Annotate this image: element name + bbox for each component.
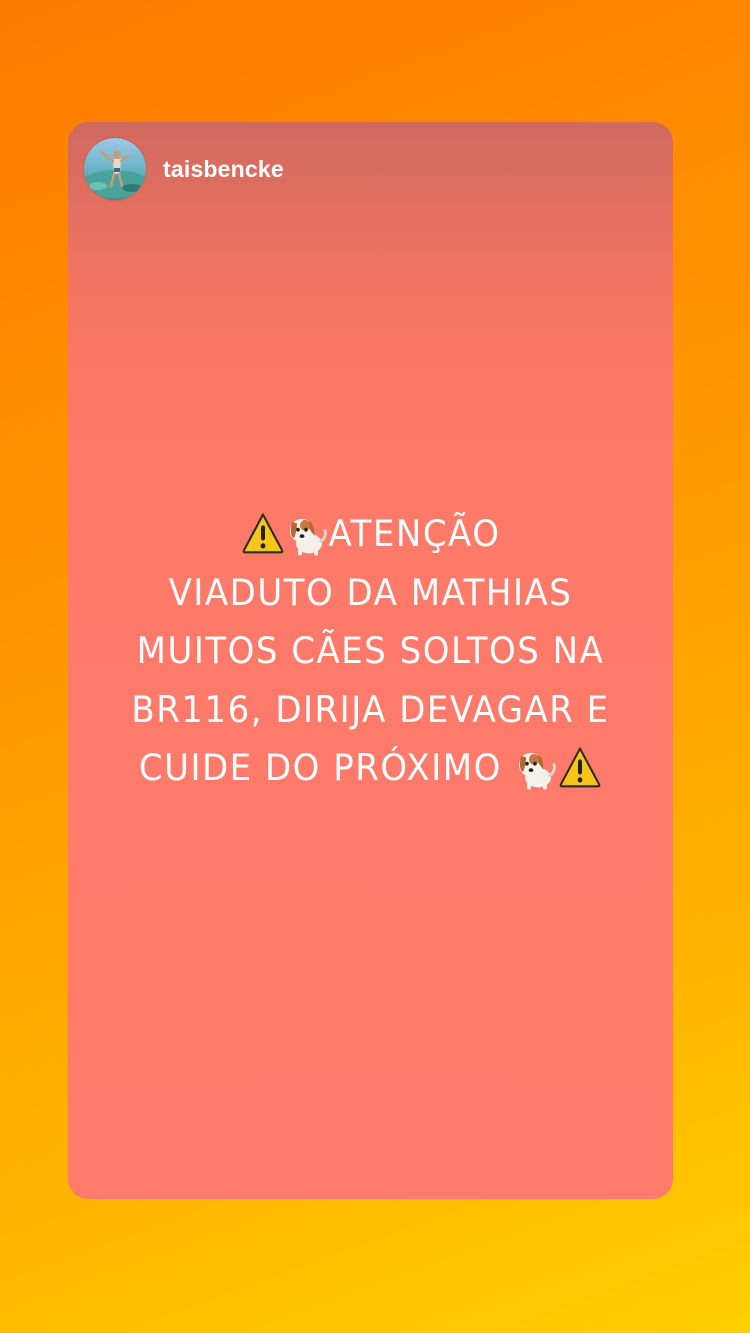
story-header <box>84 138 284 200</box>
story-text-line-5-label: CUIDE DO PRÓXIMO <box>138 746 502 790</box>
avatar-photo <box>84 138 146 200</box>
story-text-line-4: BR116, DIRIJA DEVAGAR E <box>131 687 610 732</box>
warning-icon <box>558 745 602 788</box>
dog-icon <box>514 743 558 791</box>
avatar[interactable] <box>84 138 146 200</box>
story-text <box>68 505 673 798</box>
warning-icon <box>241 511 285 554</box>
story-text-line-3: MUITOS CÃES SOLTOS NA <box>136 629 605 673</box>
username[interactable]: taisbencke <box>163 155 284 182</box>
story-text-line-5 <box>68 737 673 800</box>
dog-icon <box>285 509 329 557</box>
story-text-line-1 <box>68 503 673 566</box>
story-text-line-2: VIADUTO DA MATHIAS <box>168 570 573 615</box>
story-card[interactable] <box>68 122 673 1199</box>
story-text-line-1-label: ATENÇÃO <box>328 512 501 556</box>
